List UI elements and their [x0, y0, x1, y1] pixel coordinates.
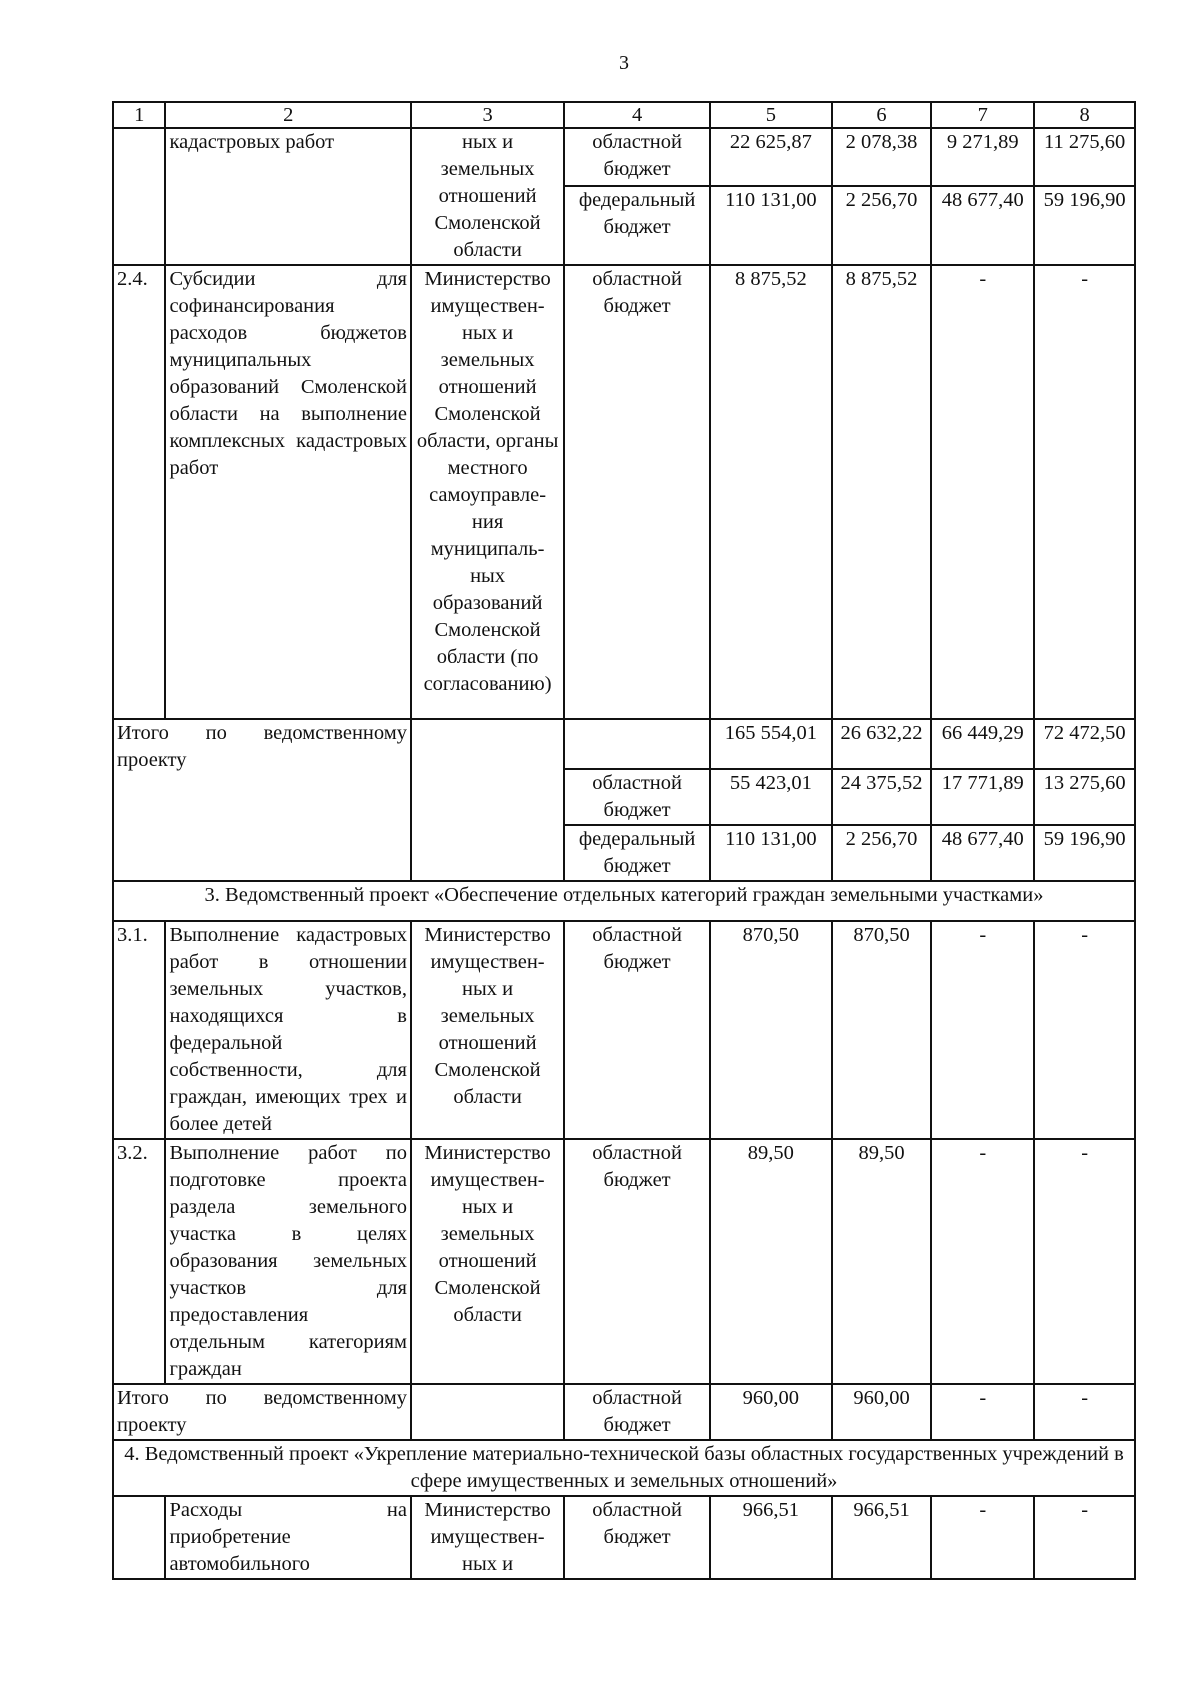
header-cell: 2: [165, 102, 411, 128]
header-cell: 7: [931, 102, 1034, 128]
value-cell: 110 131,00: [710, 825, 832, 881]
value-cell: 8 875,52: [710, 265, 832, 719]
value-cell: -: [931, 1384, 1034, 1440]
funding-source: областной бюджет: [564, 1139, 710, 1384]
row-number: 3.2.: [113, 1139, 165, 1384]
value-cell: 48 677,40: [931, 186, 1034, 265]
event-name-rest: приобретение автомобильного: [169, 1526, 310, 1575]
executor: Министерство имуществен- ных и земельных отношений Смоленской области, органы местного самоуправле- ния муниципаль- ных образований Смоленской области (по согласованию): [411, 265, 564, 719]
value-cell: 966,51: [710, 1496, 832, 1579]
total-word: Итого: [117, 1387, 169, 1409]
funding-source: федеральный бюджет: [564, 825, 710, 881]
value-cell: 24 375,52: [832, 769, 932, 825]
total-word: проекту: [117, 749, 187, 771]
value-cell: 11 275,60: [1034, 128, 1135, 186]
event-name: кадастровых работ: [165, 128, 411, 265]
value-cell: 870,50: [832, 921, 932, 1139]
value-cell: 66 449,29: [931, 719, 1034, 769]
value-cell: 22 625,87: [710, 128, 832, 186]
value-cell: 59 196,90: [1034, 825, 1135, 881]
value-cell: -: [1034, 265, 1135, 719]
table-row: [113, 265, 1135, 719]
value-cell: -: [931, 1496, 1034, 1579]
total-word: Итого: [117, 722, 169, 744]
value-cell: -: [1034, 1139, 1135, 1384]
funding-source: федеральный бюджет: [564, 186, 710, 265]
header-cell: 8: [1034, 102, 1135, 128]
name-word: на: [386, 1499, 407, 1521]
value-cell: 55 423,01: [710, 769, 832, 825]
total-label-line: [117, 1385, 407, 1412]
funding-source: областной бюджет: [564, 921, 710, 1139]
funding-source: областной бюджет: [564, 1496, 710, 1579]
page-number: 3: [619, 52, 629, 74]
total-row: [113, 1384, 1135, 1440]
total-row: [113, 719, 1135, 769]
name-word: для: [376, 268, 407, 290]
value-cell: 2 256,70: [832, 825, 932, 881]
header-row: [113, 102, 1135, 128]
header-cell: 6: [832, 102, 932, 128]
header-cell: 3: [411, 102, 564, 128]
value-cell: 110 131,00: [710, 186, 832, 265]
event-name: Выполнение работ по подготовке проекта раздела земельного участка в целях образования земельных участков для предоставления отдельным категориям граждан: [165, 1139, 411, 1384]
budget-table: [112, 101, 1136, 1580]
value-cell: 17 771,89: [931, 769, 1034, 825]
event-name-first-line: [169, 266, 407, 293]
value-cell: -: [931, 265, 1034, 719]
value-cell: -: [1034, 1384, 1135, 1440]
table-row: [113, 128, 1135, 186]
value-cell: -: [931, 921, 1034, 1139]
event-name: [165, 265, 411, 719]
funding-source: [564, 719, 710, 769]
value-cell: 2 256,70: [832, 186, 932, 265]
value-cell: 13 275,60: [1034, 769, 1135, 825]
total-label: [113, 1384, 411, 1440]
total-word: проекту: [117, 1414, 187, 1436]
section-title: 4. Ведомственный проект «Укрепление материально-технической базы областных государственных учреждений в сфере имущественных и земельных отношений»: [113, 1440, 1135, 1496]
value-cell: 960,00: [710, 1384, 832, 1440]
value-cell: 966,51: [832, 1496, 932, 1579]
value-cell: 2 078,38: [832, 128, 932, 186]
header-cell: 5: [710, 102, 832, 128]
value-cell: -: [931, 1139, 1034, 1384]
total-word: ведомственному: [263, 722, 407, 744]
table-row: [113, 1139, 1135, 1384]
executor: ных и земельных отношений Смоленской области: [411, 128, 564, 265]
value-cell: 8 875,52: [832, 265, 932, 719]
section-title: 3. Ведомственный проект «Обеспечение отдельных категорий граждан земельными участками»: [113, 881, 1135, 921]
value-cell: -: [1034, 921, 1135, 1139]
event-name-first-line: [169, 1497, 407, 1524]
executor: Министерство имуществен- ных и земельных отношений Смоленской области: [411, 921, 564, 1139]
row-number: [113, 1496, 165, 1579]
event-name: [165, 1496, 411, 1579]
total-label: [113, 719, 411, 881]
funding-source: областной бюджет: [564, 769, 710, 825]
name-word: Расходы: [169, 1499, 243, 1521]
total-word: по: [205, 722, 227, 744]
name-word: Субсидии: [169, 268, 256, 290]
funding-source: областной бюджет: [564, 265, 710, 719]
funding-source: областной бюджет: [564, 1384, 710, 1440]
event-name-rest: софинансирования расходов бюджетов муниципальных образований Смоленской области на выполнение комплексных кадастровых работ: [169, 295, 407, 479]
event-name: Выполнение кадастровых работ в отношении земельных участков, находящихся в федеральной собственности, для граждан, имеющих трех и более детей: [165, 921, 411, 1139]
value-cell: 9 271,89: [931, 128, 1034, 186]
section-row: [113, 1440, 1135, 1496]
header-cell: 4: [564, 102, 710, 128]
value-cell: 870,50: [710, 921, 832, 1139]
table-row: [113, 921, 1135, 1139]
value-cell: -: [1034, 1496, 1135, 1579]
value-cell: 89,50: [710, 1139, 832, 1384]
header-cell: 1: [113, 102, 165, 128]
total-word: по: [205, 1387, 227, 1409]
executor: [411, 1384, 564, 1440]
executor: [411, 719, 564, 881]
value-cell: 72 472,50: [1034, 719, 1135, 769]
value-cell: 165 554,01: [710, 719, 832, 769]
row-number: 2.4.: [113, 265, 165, 719]
total-label-line: [117, 720, 407, 747]
executor: Министерство имуществен- ных и земельных отношений Смоленской области: [411, 1139, 564, 1384]
table-row: [113, 1496, 1135, 1579]
value-cell: 26 632,22: [832, 719, 932, 769]
total-word: ведомственному: [263, 1387, 407, 1409]
section-row: [113, 881, 1135, 921]
row-number: 3.1.: [113, 921, 165, 1139]
executor: Министерство имуществен- ных и: [411, 1496, 564, 1579]
row-number: [113, 128, 165, 265]
value-cell: 89,50: [832, 1139, 932, 1384]
value-cell: 960,00: [832, 1384, 932, 1440]
funding-source: областной бюджет: [564, 128, 710, 186]
value-cell: 48 677,40: [931, 825, 1034, 881]
value-cell: 59 196,90: [1034, 186, 1135, 265]
